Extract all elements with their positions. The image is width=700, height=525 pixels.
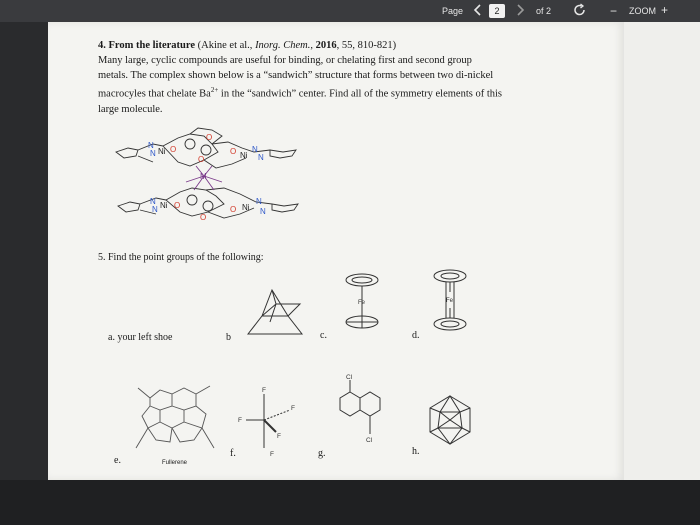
item-h-label: h. xyxy=(412,446,420,457)
item-d-label: d. xyxy=(412,330,420,341)
atom-o: O xyxy=(198,155,205,164)
atom-n: N xyxy=(256,197,262,206)
atom-fe: Fe xyxy=(446,298,454,304)
ferrocene-d-structure xyxy=(428,266,472,336)
question-4-line-3: macrocyles that chelate $Ba^{2+}$ in the “sandwich” center. Find all of the symmetry elements of this xyxy=(98,86,503,100)
ferrocene-c-structure xyxy=(338,268,388,334)
item-b-label: b xyxy=(226,332,231,343)
atom-n: N xyxy=(150,149,156,158)
atom-cl: Cl xyxy=(366,437,373,444)
atom-ni: Ni xyxy=(160,201,168,210)
atom-f: F xyxy=(262,387,266,394)
atom-f: F xyxy=(270,451,274,458)
atom-n: N xyxy=(258,153,264,162)
item-f-label: f. xyxy=(230,448,236,459)
question-4-line-1: Many large, cyclic compounds are useful for binding, or chelating first and second group xyxy=(98,55,472,66)
atom-f: F xyxy=(238,417,242,424)
item-e-label: e. xyxy=(114,455,121,466)
item-a-label: a. your left shoe xyxy=(108,332,173,343)
atom-ni: Ni xyxy=(242,203,250,212)
sandwich-complex-structure xyxy=(108,122,308,222)
page-label: Page xyxy=(442,6,464,16)
atom-m: M xyxy=(200,172,207,181)
question-4-line-2: metals. The complex shown below is a “sandwich” structure that forms between two di-nickel xyxy=(98,70,494,81)
atom-f: F xyxy=(291,405,295,412)
atom-n: N xyxy=(252,145,258,154)
item-g-label: g. xyxy=(318,448,326,459)
page-margin xyxy=(624,22,700,480)
norbornane-structure xyxy=(240,282,310,340)
zoom-label: ZOOM xyxy=(629,6,656,16)
atom-n: N xyxy=(150,197,156,206)
zoom-in-button[interactable]: + xyxy=(661,3,669,17)
viewer-toolbar xyxy=(0,0,700,22)
question-4 xyxy=(98,38,558,117)
question-4-line-4: large molecule. xyxy=(98,103,163,115)
atom-f: F xyxy=(277,433,281,440)
atom-ni: Ni xyxy=(240,151,248,160)
question-number: 4. xyxy=(98,40,106,51)
atom-ni: Ni xyxy=(158,147,166,156)
atom-o: O xyxy=(174,201,181,210)
fullerene-structure xyxy=(130,378,220,458)
atom-n: N xyxy=(152,205,158,214)
icosahedron-structure xyxy=(426,394,474,446)
page-count: of 2 xyxy=(536,6,552,16)
page-number-input[interactable]: 2 xyxy=(489,4,505,18)
rotate-icon[interactable] xyxy=(572,2,588,18)
atom-fe: Fe xyxy=(358,300,366,306)
next-page-icon[interactable] xyxy=(512,2,528,18)
fullerene-caption: Fullerene xyxy=(162,460,188,466)
citation: (Akine et al., Inorg. Chem., 2016, 55, 810-821) xyxy=(197,40,397,51)
question-4-header xyxy=(98,38,558,53)
atom-o: O xyxy=(200,213,207,222)
dichloronaphthalene-structure xyxy=(334,370,386,458)
atom-cl: Cl xyxy=(346,374,353,381)
atom-o: O xyxy=(170,145,177,154)
bottom-bar xyxy=(0,480,700,525)
fluoride-structure xyxy=(236,384,300,458)
atom-o: O xyxy=(230,147,237,156)
question-5-prompt: 5. Find the point groups of the following: xyxy=(98,252,264,263)
atom-o: O xyxy=(206,133,213,142)
zoom-out-button[interactable]: − xyxy=(610,4,618,18)
atom-o: O xyxy=(230,205,237,214)
item-c-label: c. xyxy=(320,330,327,341)
atom-n: N xyxy=(260,207,266,216)
prev-page-icon[interactable] xyxy=(470,2,486,18)
atom-n: N xyxy=(148,141,154,150)
question-title: From the literature xyxy=(108,40,195,51)
